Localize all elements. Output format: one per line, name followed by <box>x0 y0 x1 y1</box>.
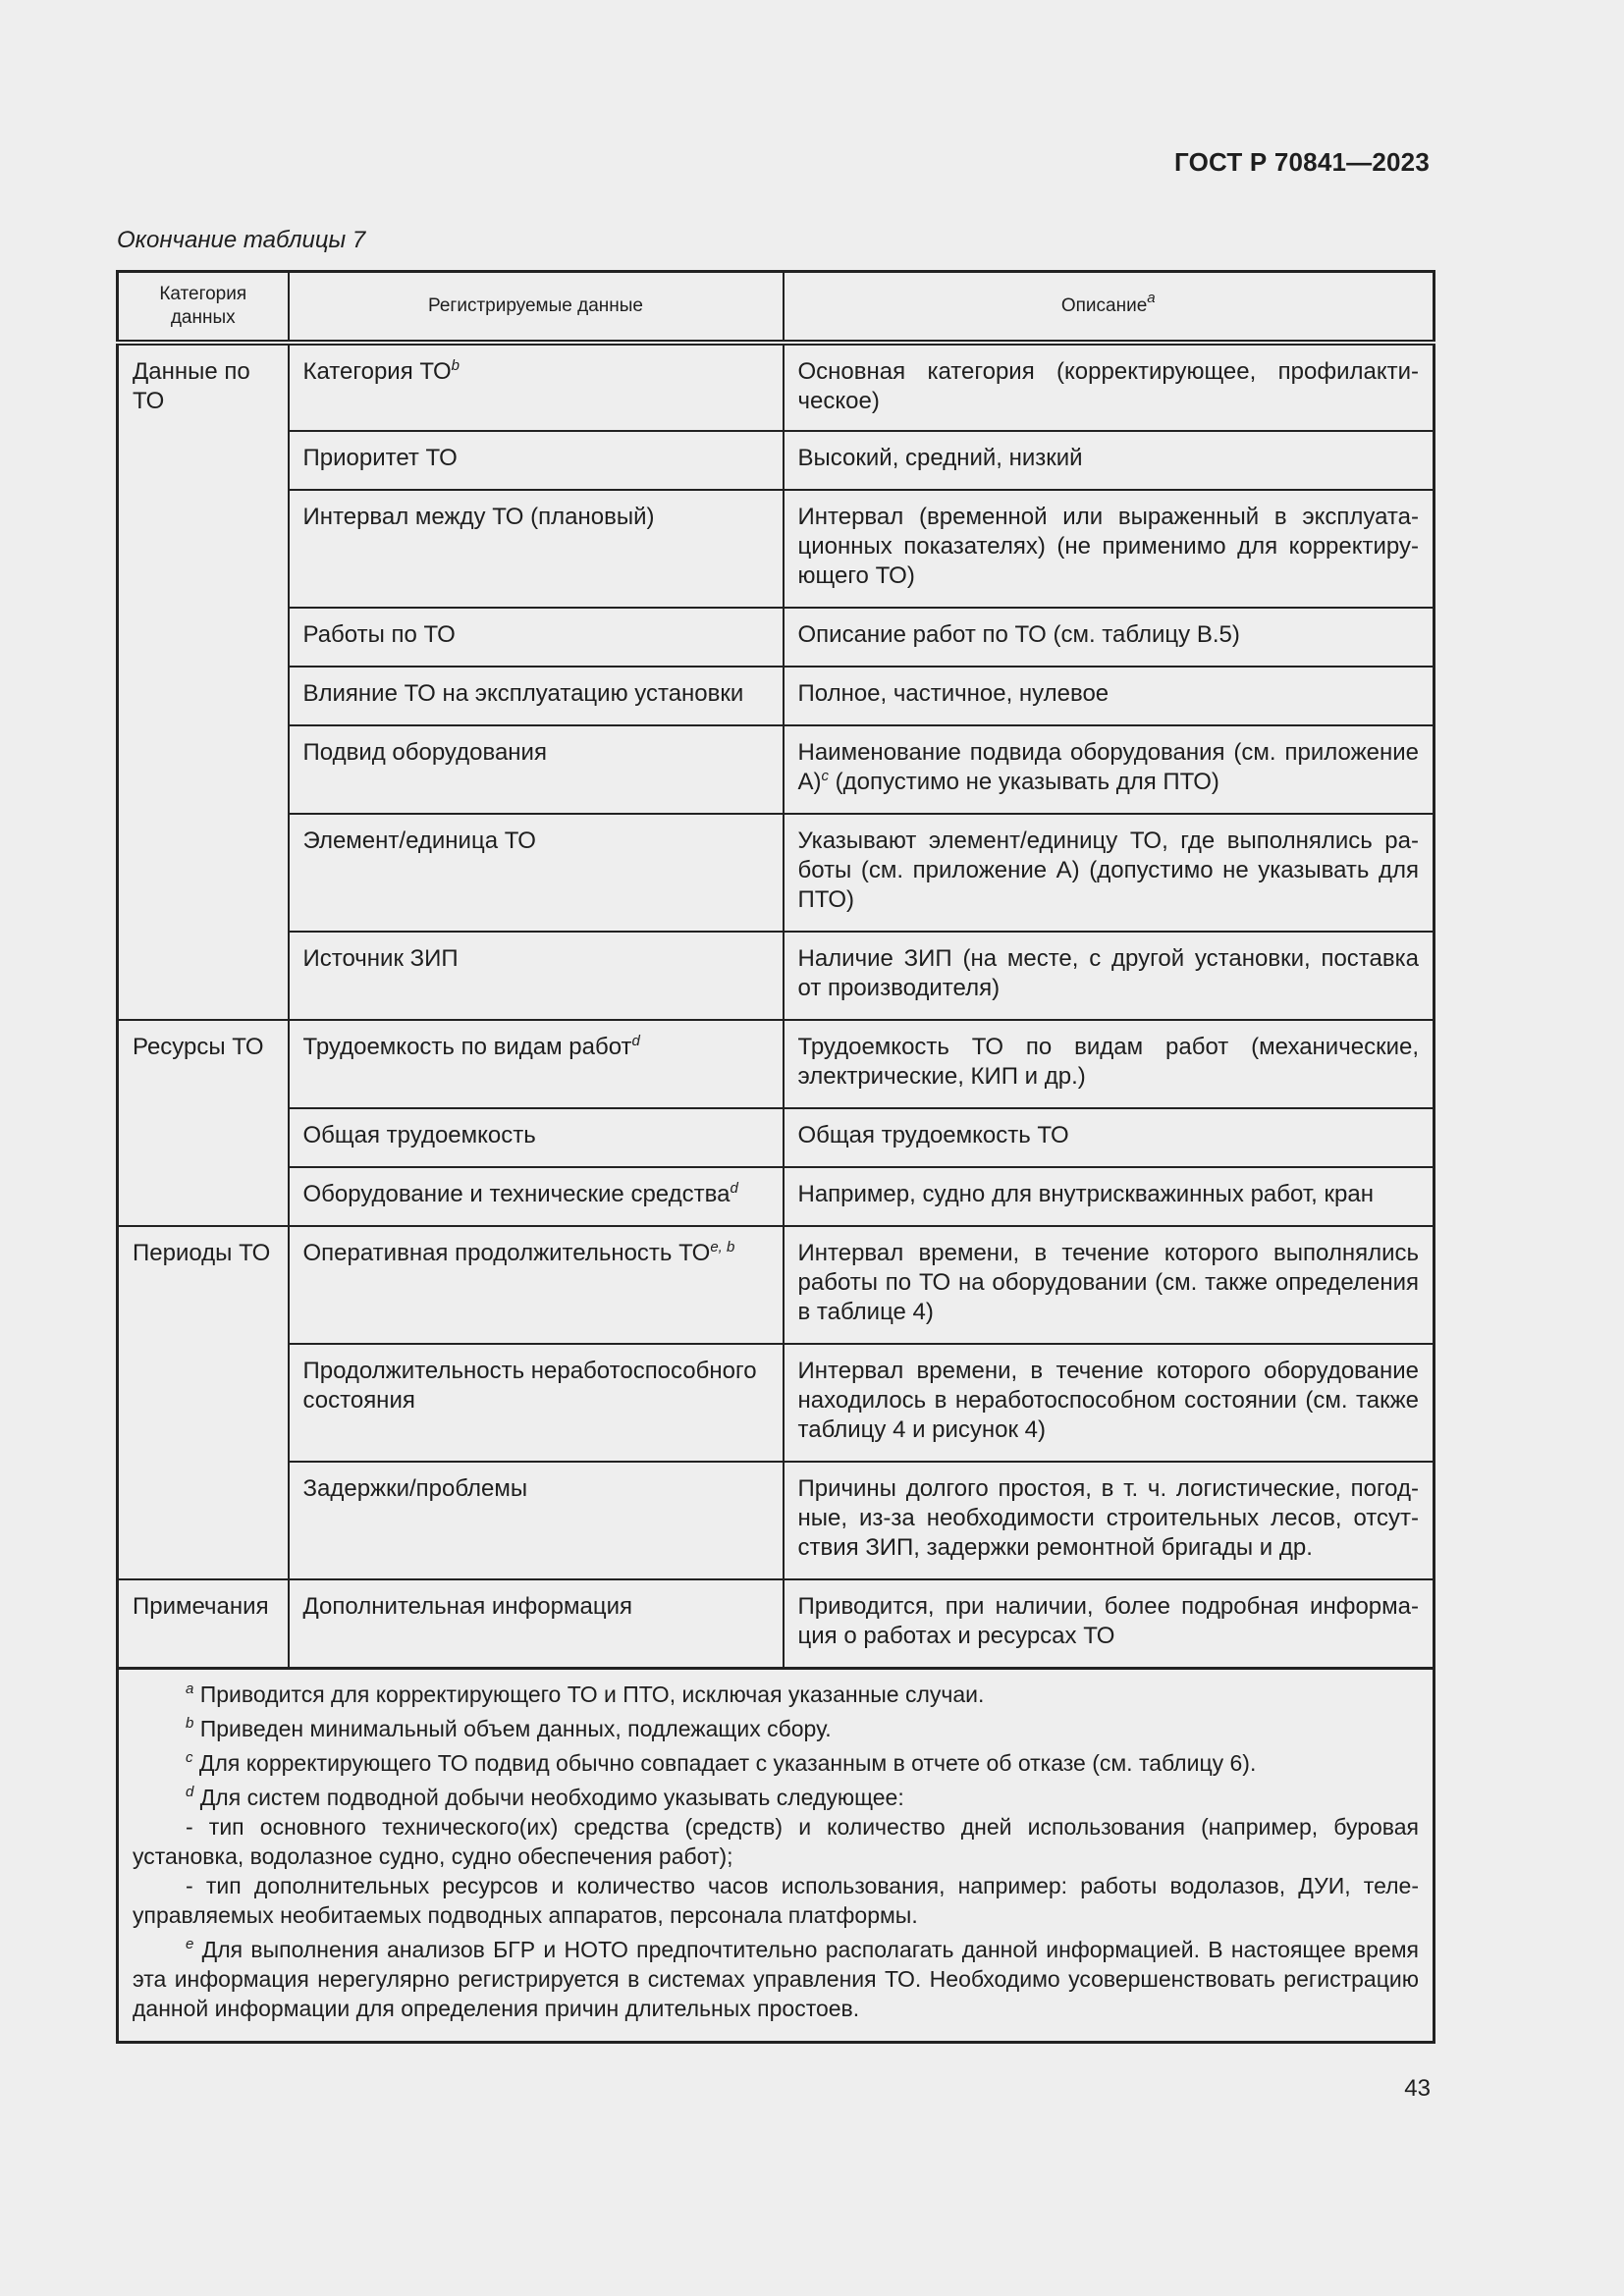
footnote-text: Для выполнения анализов БГР и НОТО предпочтительно располагать данной информацией. В настоящее время эта информация нерегулярно регистрируется в системах управления ТО. Необходимо усовершенствовать регистрацию данной информации для определения причин длительных простоев. <box>133 1936 1419 2021</box>
description-cell: Высокий, средний, низкий <box>784 431 1435 490</box>
table-row <box>118 1344 1435 1462</box>
table-row <box>118 1108 1435 1167</box>
footnote-mark: b <box>186 1714 194 1732</box>
footnote-mark: e, b <box>710 1239 735 1255</box>
footnote-text: Для систем подводной добычи необходимо указывать следующее: <box>193 1784 904 1810</box>
category-cell: Ресурсы ТО <box>118 1020 289 1226</box>
data-cell: Дополнительная информация <box>289 1579 784 1668</box>
header-registered-data: Регистрируемые данные <box>289 272 784 344</box>
footnote-d <box>133 1783 1419 1812</box>
category-cell: Данные по ТО <box>118 343 289 1020</box>
data-text: Трудоемкость по видам работ <box>302 1034 632 1060</box>
data-cell: Продолжительность неработоспособного состояния <box>289 1344 784 1462</box>
page-number: 43 <box>1404 2075 1431 2102</box>
table-row <box>118 490 1435 608</box>
footnote-text: Приводится для корректирующего ТО и ПТО, исключая указанные случаи. <box>193 1681 985 1707</box>
footnote-text: Для корректирующего ТО подвид обычно совпадает с указанным в отчете об отказе (см. таблицу 6). <box>192 1749 1257 1776</box>
data-cell <box>289 1167 784 1226</box>
description-cell <box>784 725 1435 814</box>
description-cell: Наличие ЗИП (на месте, с другой установки, поставка от производителя) <box>784 932 1435 1020</box>
description-cell: Причины долгого простоя, в т. ч. логистические, погодные, из-за необходимости строительных лесов, отсутствия ЗИП, задержки ремонтной бригады и др. <box>784 1462 1435 1579</box>
footnote-mark: c <box>821 768 829 784</box>
footnote-mark: d <box>730 1180 738 1197</box>
table-caption: Окончание таблицы 7 <box>117 227 366 253</box>
description-cell: Например, судно для внутрискважинных работ, кран <box>784 1167 1435 1226</box>
table-row <box>118 1462 1435 1579</box>
data-cell <box>289 343 784 431</box>
data-text: Оборудование и технические средства <box>302 1181 731 1207</box>
footnote-b <box>133 1714 1419 1743</box>
description-cell: Описание работ по ТО (см. таблицу В.5) <box>784 608 1435 667</box>
footnote-e <box>133 1935 1419 2023</box>
footnote-d-item: - тип основного технического(их) средства (средств) и количество дней использования (например, буровая установка, водолазное судно, судно обеспечения работ); <box>133 1813 1419 1869</box>
data-cell: Задержки/проблемы <box>289 1462 784 1579</box>
data-cell: Источник ЗИП <box>289 932 784 1020</box>
data-cell <box>289 1226 784 1344</box>
description-text: (допустимо не указывать для ПТО) <box>829 769 1219 795</box>
data-cell: Работы по ТО <box>289 608 784 667</box>
data-cell <box>289 1020 784 1108</box>
header-description-label: Описание <box>1060 295 1148 316</box>
table-row <box>118 667 1435 725</box>
table-row <box>118 1167 1435 1226</box>
table-row <box>118 608 1435 667</box>
footnote-mark: c <box>186 1748 193 1766</box>
footnote-mark: d <box>631 1033 640 1049</box>
data-cell: Элемент/единица ТО <box>289 814 784 932</box>
description-cell: Трудоемкость ТО по видам работ (механические, электрические, КИП и др.) <box>784 1020 1435 1108</box>
table-header-row <box>118 272 1435 344</box>
footnote-d-item: - тип дополнительных ресурсов и количество часов использования, например: работы водолазов, ДУИ, телеуправляемых необитаемых подводных аппаратов, персонала платформы. <box>133 1872 1419 1928</box>
header-description <box>784 272 1435 344</box>
table-row <box>118 725 1435 814</box>
table-row <box>118 814 1435 932</box>
standard-code: ГОСТ Р 70841—2023 <box>1174 147 1430 177</box>
footnote-c <box>133 1748 1419 1778</box>
data-cell: Подвид оборудования <box>289 725 784 814</box>
category-cell: Примечания <box>118 1579 289 1668</box>
footnotes-row <box>118 1668 1435 2042</box>
footnote-mark: d <box>186 1783 194 1800</box>
footnote-mark: e <box>186 1935 194 1952</box>
table-row <box>118 1020 1435 1108</box>
header-category: Категория данных <box>118 272 289 344</box>
footnotes-cell <box>118 1668 1435 2042</box>
description-cell: Интервал (временной или выраженный в эксплуатационных показателях) (не применимо для корректирующего ТО) <box>784 490 1435 608</box>
data-text: Категория ТО <box>302 358 452 385</box>
footnote-a <box>133 1680 1419 1709</box>
data-cell: Интервал между ТО (плановый) <box>289 490 784 608</box>
table-row <box>118 1579 1435 1668</box>
table-row <box>118 343 1435 431</box>
data-cell: Приоритет ТО <box>289 431 784 490</box>
category-cell: Периоды ТО <box>118 1226 289 1579</box>
description-cell: Приводится, при наличии, более подробная информация о работах и ресурсах ТО <box>784 1579 1435 1668</box>
data-table <box>116 270 1435 2044</box>
description-cell: Основная категория (корректирующее, профилактическое) <box>784 343 1435 431</box>
table-row <box>118 1226 1435 1344</box>
description-cell: Интервал времени, в течение которого выполнялись работы по ТО на оборудовании (см. также определения в таблице 4) <box>784 1226 1435 1344</box>
description-text: Наименование подвида оборудования (см. приложение А) <box>797 739 1419 795</box>
footnote-mark: a <box>186 1680 194 1697</box>
footnote-mark: b <box>451 357 460 374</box>
table-row <box>118 932 1435 1020</box>
description-cell: Полное, частичное, нулевое <box>784 667 1435 725</box>
description-cell: Интервал времени, в течение которого оборудование находилось в неработоспособном состоянии (см. также таблицу 4 и рисунок 4) <box>784 1344 1435 1462</box>
table-row <box>118 431 1435 490</box>
data-cell: Влияние ТО на эксплуатацию установки <box>289 667 784 725</box>
footnote-text: Приведен минимальный объем данных, подлежащих сбору. <box>193 1715 832 1741</box>
data-cell: Общая трудоемкость <box>289 1108 784 1167</box>
description-cell: Указывают элемент/единицу ТО, где выполнялись работы (см. приложение А) (допустимо не указывать для ПТО) <box>784 814 1435 932</box>
data-text: Оперативная продолжительность ТО <box>302 1240 711 1266</box>
description-cell: Общая трудоемкость ТО <box>784 1108 1435 1167</box>
footnote-mark: a <box>1147 290 1156 306</box>
